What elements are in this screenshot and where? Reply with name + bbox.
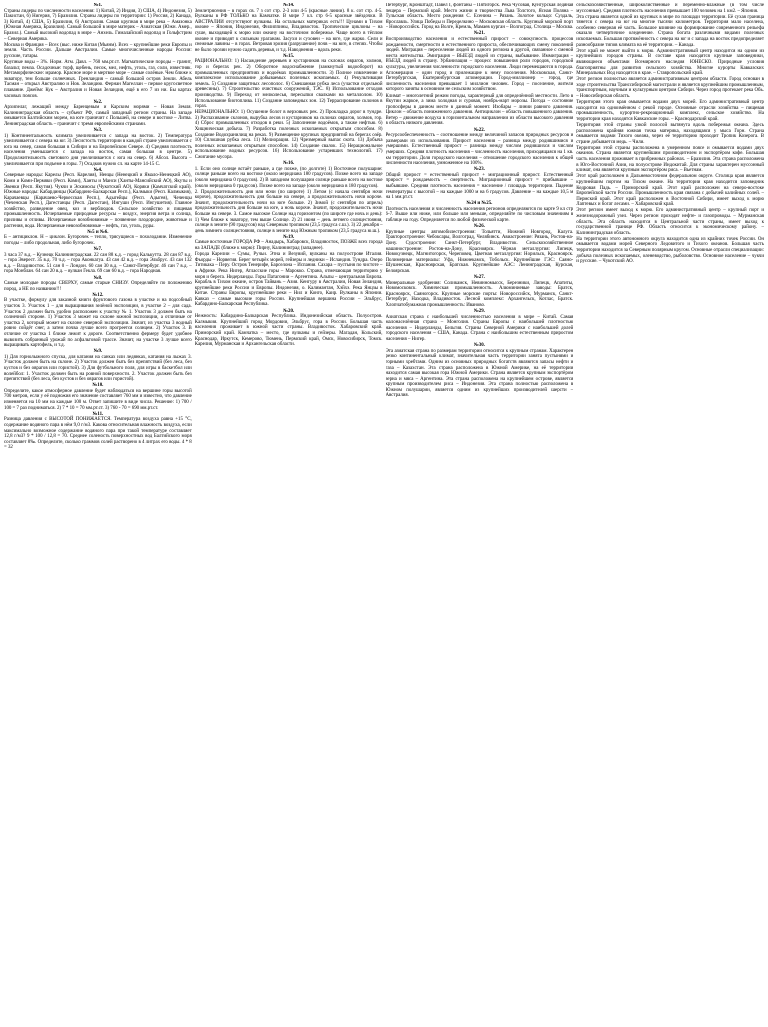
answer-block	[576, 237, 764, 265]
answer-block	[576, 15, 764, 49]
task-number: №15.	[283, 53, 295, 59]
answer-text: Б – антициклон. Н – циклон. Бугорочек – тепло, трясущиеся – похолодание. Изменение погоды – либо продольная, либо бугорочек.	[4, 235, 192, 246]
answer-text: 3 часа 37 в.д. – Кузнецк Калининградская. 22 сан 88 к.д. – город Калькутта. 28 сан 87 в.д. – гора Эверест. 35 в.д. 70 ч.д. – гора Аконкагуа. 43 сан 42 в.д. – гора Эльбрус. 43 сан 132 в.д. – Владивосток. 51 сан 0 – Лондон. 60 сан 30 в.д. – Санкт-Петербург. 46 сан 7 в.д. – гора Монблан. 64 сан 20 в.д. – вулкан Гекла. 69 сан 60 в.д. – гора Народная.	[4, 252, 192, 275]
answer-text: Разница давления с ВЫСОТОЙ ПОНИЖАЕТСЯ. Температура воздуха равна +15 °С, содержание водяного пара в нём 9,0 г/м3. Какова относительная влажность воздуха, если максимально возможное содержание водяного пара при такой температуре составляет 12,8 г/м3? 9 * 100 / 12,8 = 70. Среднее соленость поверхностных вод Балтийского моря составляет 8‰. Определите, сколько граммов солей растворено в 4 литрах его воды. 4 * 8 = 32	[4, 417, 192, 451]
answer-block	[576, 146, 764, 174]
answer-block	[386, 224, 574, 274]
task-number: №24 и №25.	[466, 201, 493, 207]
answer-text: Ресурсообеспеченность – соотношение между величиной запасов природных ресурсов и размерами их использования. Прирост населения – разница между родившимися и умершими. Естественный прирост – разница между числом родившихся и числом умерших. Средняя плотность населения – численность населения, приходящаяся на 1 кв. км территории. Доля городского населения – отношение городского населения к общей численности населения, умноженное на 100%.	[385, 133, 574, 167]
task-number: №27.	[473, 275, 485, 280]
answer-text: Плотность населения и численность населения регионов определяются по карте 9 кл стр 6-7. Выше или ниже, или больше или меньше, определяйте по числовым значениям в таблице на году. Определяется по любой физической карте.	[385, 206, 574, 224]
answer-block	[195, 161, 383, 189]
answer-text: На территории этого автономного округа находится одна из крайних точек России. Он омывается водами морей Северного Ледовитого и Тихого океанов. Большая часть территории находится за Северным полярным кругом. Основные отрасли специализации: добыча полезных ископаемых, оленеводство, рыболовство. Основное население – чукчи и русские. – Чукотский АО.	[576, 236, 764, 265]
task-number: №14.	[283, 3, 295, 8]
answer-text: 1. Если оно солнце встаёт раньше, а где позже, (по долготе) 1) Восточное полушарие: солнце раньше всего на востоке (около меридиана 180 градусов). Позже всего на западе (около меридиана 0 градусов). 2) В западном полушарии солнце раньше всего на востоке (около меридиана 0 градусов). Позже всего на западе (около меридиана в 180 градусов).	[194, 166, 383, 189]
answer-block	[4, 100, 192, 128]
answer-block	[386, 128, 574, 167]
answer-text: РАЦИОНАЛЬНО: 1) Насаждение деревьев и кустарников на склонах оврагов, холмов, гор и берегах рек. 2) Оборотное водоснабжение (замкнутый водооборот) на промышленных предприятиях и водоёмах промышленности. 3) Полное извлечение и комплексное использование добываемых полезных ископаемых. 4) Рекультивация земель. 5) Создание защитных лесополос. 6) Смешанная рубка леса (участки отдельной древесины). 7) Строительство очистных сооружений, ТЭС. 8) Использование отходов производства. 9) Переход от мелколесья, пересыпки свалками на металлолом. 10) Использование биотоплива. 11) Создание заповедных зон. 12) Террасирование склонов в горах.	[194, 59, 383, 110]
answer-text: Этот край не может выйти к морю. Административный центр находится на одном из крупнейших городов страны. В составе края находятся крупные заповедники, являющиеся объектами Всемирного наследия ЮНЕСКО. Природные условия благоприятны для развития сельского хозяйства. Многие курорты Кавказских Минеральных Вод находятся в крае. – Ставропольский край.	[576, 48, 764, 77]
answer-text: Москва и Франция – Всех (выс. ниже Китая (Мьянм). Всех – крупнейшие реки Европы и земли. Часть России. Дальше Австралии. Самые многочисленные народы России: русские, татары.	[4, 42, 192, 59]
answer-text: Крупные воды – 3%. Норм. Атм. Давл. – 760 мм.рт.ст. Магматические породы – гранит, базальт, пемза. Осадочные: торф, щебень, песок, мел, нефть, уголь, газ, соли, известняк. Метаморфические: мрамор. Красное море и мертвое море – самые солёные. Чем ближе к экватору, тем больше солнечных. Гренландия – самый большой остров Земли. Абель Тасман – открыл Австралию и Нов. Зеландию. Фернан Магеллан – первое кругосветное плавание. Джеймс Кук – Австралия и Новая Зеландия, ещё в его 7 из ни. Бы картах часовых поясов.	[4, 59, 192, 99]
task-number: №30.	[473, 343, 485, 349]
answer-text: Эта азиатская страна по размерам территории относится к крупным странам. Характерен резко континентальный климат, значительная часть территории занята пустынями и горными хребтами. Одним из основных природных богатств являются запасы нефти и газа – Казахстан. Эта страна расположена в Южной Америке, на её территории находится самая высокая гора Южной Америки. Страна является крупным экспортёром зерна и мяса – Аргентина. Эта страна расположена на крупнейшем острове, является крупным производителем риса – Индонезия. Эта страна полностью расположена в Южном полушарии, является одним из крупнейших производителей шерсти – Австралия.	[385, 348, 574, 399]
answer-text: Крупные центры автомобилестроения: Тольятти, Нижний Новгород, Калуга. Тракторостроение: Чебоксары, Волгоград, Челябинск. Авиастроение: Рязань, Ростов-на-Дону. Судостроение: Санкт-Петербург, Владивосток. Сельскохозяйственное машиностроение: Ростов-на-Дону, Красноярск. Чёрная металлургия: Липецк, Новокузнецк, Магнитогорск, Череповец. Цветная металлургия: Норильск, Красноярск. Полимерные материалы: Уфа, Нижнекамск, Тобольск. Крупнейшие ГЭС: Саяно-Шушенская, Красноярская, Братская. Крупнейшие АЭС: Ленинградская, Курская, Белоярская.	[385, 229, 574, 274]
task-number: №26.	[473, 224, 485, 230]
answer-text: Территория этой страны узкой полосой вытянута вдоль побережья океана. Здесь расположена крайняя южная точка материка, находящаяся у мыса Горн. Страна омывается водами Тихого океана, через её территорию проходит Тропик Козерога. В стране добывается медь. – Чили.	[576, 122, 764, 145]
answer-text: Самые молодые породы СВЕРХУ, самые старые СНИЗУ. Определяйте по положению пород, а НЕ по названию!!!	[4, 281, 192, 292]
answer-block	[4, 128, 192, 167]
answer-text: Азиатская страна с наибольшей численностью населения в мире – Китай. Самая малонаселённая страна – Монголия. Страны Европы с наибольшей плотностью населения – Нидерланды, Бельгия. Страны Северной Америки с наибольшей долей городского населения – США, Канада. Страна с наибольшим естественным приростом населения – Нигер.	[385, 314, 574, 343]
answer-block	[4, 276, 192, 293]
answer-text: Этот регион полностью является административным центром области. Город основан в ходе строительства Транссибирской магистрали и является крупнейшим промышленным, транспортным, научным и культурным центром Сибири. Через город протекает река Обь. – Новосибирская область.	[576, 77, 764, 99]
task-number: №7.	[93, 247, 103, 253]
answer-block	[4, 3, 192, 42]
answer-text: Общий прирост = естественный прирост + миграционный прирост. Естественный прирост = рождаемость – смертность. Миграционный прирост = прибывшие – выбывшие. Средняя плотность населения = население / площадь территории. Падение температуры с высотой – на каждые 1000 м на 6 градусов. Давление – на каждые 10,5 м на 1 мм.рт.ст.	[385, 172, 574, 201]
answer-text: Этот край расположен в Дальневосточном федеральном округе. Столица края является крупнейшим портом на Тихом океане. На территории края находится заповедник Кедровая Падь. – Приморский край. Этот край расположен на северо-востоке Европейской части России. Промышленность края связана с добычей калийных солей. – Пермский край. Этот край расположен в Восточной Сибири, имеет выход к морю Лаптевых и богат лесами. – Хабаровский край.	[576, 174, 764, 208]
task-number: №10.	[92, 383, 104, 389]
answer-block	[386, 94, 574, 128]
answer-text: Нежность: Кабардино-Балкарская Республика. Индонезийская область. Полуостров. Калмыкия. Крупнейший город Мордовии, Эльбрус, гора в России. Большая часть населения проживает в южной части страны. Владивосток. Хабаровский край. Приморский край. Камчатка – место, где вулканы и гейзеры. Магадан, Кольский, Краснодар, Иркутск, Кемерово, Тюмень, Пермский край, Омск, Новосибирск, Томск. Карелия, Мурманская и Архангельская области.	[194, 314, 383, 348]
answer-text: 1) Для горнолыжного спуска, для катания на санках или ледянках, катания на лыжах 3. Участок должен быть на склоне. 2) Участок должен быть без препятствий (без леса, без кустов и без оврагов или гористой). 3) Для футбольного поля, для игры в баскетбол или волейбол: 1. Участок должен быть на ровной поверхности. 2. Участок должен быть без препятствий (без леса, без кустов и без оврагов или гористой).	[4, 354, 192, 383]
task-number: №22.	[473, 127, 485, 133]
column-1	[4, 3, 192, 1021]
answer-text: Самые восточные ГОРОДА РФ – Анадырь, Хабаровск, Владивосток, ПОЗЖЕ всех города на ЗАПАДЕ (ближе к морю): Пирну, Калининград (западнее).	[194, 240, 383, 252]
answer-block	[195, 54, 383, 110]
answer-block	[386, 31, 574, 93]
answer-text: Эта страна является одной из крупных в мире по площади территории. Её сухая граница тянется с севера на юг на многие тысячи километров. Территория мало населена, особенно северная её часть. Большое влияние на формирование современного рельефа оказало четвертичное оледенение. Страна богата различными видами полезных ископаемых. Большая протяжённость с севера на юг и с запада на восток предопределяет разнообразие типов климата на её территории. – Канада.	[576, 14, 764, 48]
answer-text: 2. Продолжительность дня или ночи (по широте) 1) Летом (с начала сентября ночи короче), продолжительность дня больше на севере, а продолжительность ночи короче. Значит, продолжительность ночи на юге больше. 2) Зимой (с сентября по апрель) продолжительность дня больше на юге, а ночь короче. Значит, продолжительность ночи больше на севере. 3. Самое высокое Солнце над горизонтом (по широте где ночь и день): 1) Чем ближе к экватору, тем выше Солнце. 2) 21 июня – день летнего солнцестояния, солнце в зените (90 градусов) над Северным тропиком (23,5 градуса с.ш.). 3) 22 декабря – день зимнего солнцестояния, солнце в зените над Южным тропиком (23,5 градуса ю.ш.).	[194, 189, 383, 234]
answer-block	[4, 43, 192, 60]
answer-text: Петербург, Кронштадт, Павел I, фонтаны – Пятигорск. Река Чусовая, Кунгурская ледяная пещера – Пермский край. Место жизни и творчества Льва Толстого, Ясная Поляна – Тульская область. Место рождения С. Есенина – Рязань. Золотое кольцо: Суздаль, Ярославль. Улица Победы и Переделкино – Московская область. Крупный морской порт – Новороссийск. Город на Волге, Кремль, Мамаев курган – Волгоград. Столица – Москва.	[385, 3, 574, 31]
answer-text: Определите, какое атмосферное давление будет наблюдаться на вершине горы высотой 700 метров, если у её подножия его значение составляет 760 мм и известно, что давление изменяется на 10 мм на каждые 100 м. Ответ запишите в виде числа. Решение: 1) 700 / 100 = 7 раз подниматься. 2) 7 * 10 = 70 мм.рт.ст. 3) 760 - 70 = 690 мм.рт.ст.	[4, 388, 192, 411]
answer-text: Минеральные удобрения: Соликамск, Невинномысск, Березники, Липецк, Апатиты, Новомосковск. Химическая промышленность. Алюминиевые заводы: Братск, Красноярск, Саяногорск. Крупные морские порты: Новороссийск, Мурманск, Санкт-Петербург, Находка, Владивосток. Лесной комплекс: Архангельск, Котлас, Братск. Хлопчатобумажная промышленность: Иваново.	[385, 280, 574, 308]
answer-text: Города Карелии – Сумы, Ручьи. Этна и Везувий, вулканы на полуострове Италия. Фьорды – Норвегия. Берег четырёх морей, гейзеры и ледники – Исландия. Тундра. Озеро Титикака – Перу. Остров Тенерифе, Барселона – Испания. Сахара – пустыня по чистоте – в Африке. Река Нигер, Атласские горы – Марокко. Страна, отмечающая территорию у моря и берега. Нидерланды. Горы Патагонии – Аргентина. Альпы – центральная Европа. Корабль в Тихом океане, остров Тайвань – Азия. Кенгуру в Австралии, Новая Зеландия, крупнейшие реки России и Европы. Индонезия, о. Калимантан, Хэйхэ. Река Янцзы в Китае. Страны Европы, крупнейшие реки – Нил и Конго, Каир. Вулканы в Японии. Кавказ – самые высокие горы России. Крупнейшая вершина России – Эльбрус, Кабардино-Балкарская Республика.	[194, 252, 383, 308]
column-4	[576, 3, 764, 1021]
answer-block	[4, 230, 192, 247]
task-number: №2.	[93, 99, 103, 105]
answer-text: Северные народы: Карелы (Респ. Карелия), Ненцы (Ненецкий и Ямало-Ненецкий АО), Коми и Коми-Пермяки (Респ. Коми), Ханты и Манси (Ханты-Мансийский АО), Якуты и Эвенки (Респ. Якутия). Чукчи и Эскимосы (Чукотский АО), Коряки (Камчатский край). Южные народы: Кабардинцы (Кабардино-Балкарская Респ.), Калмыки (Респ. Калмыкия), Карачаевцы (Карачаево-Черкесская Респ.), Адыгейцы (Респ. Адыгея), Чеченцы (Чеченская Респ.), Дагестанцы (Респ. Дагестан), Ингуши (Респ. Ингушетия). Главное хозяйство, разведение овец, коз и верблюдов. Сельское хозяйство и пищевая промышленность. Исчерпаемые природные ресурсы – воздух, энергия ветра и солнца, приливы и отливы. Исчерпаемые возобновимые – почвенное плодородие, животные и растения, вода. Исчерпаемые невозобновимые – нефть, газ, уголь, руды.	[4, 173, 192, 229]
answer-block	[195, 110, 383, 160]
answer-block	[195, 309, 383, 348]
task-number: №20.	[283, 308, 295, 314]
answer-block	[195, 3, 383, 53]
task-number: №19.	[283, 234, 295, 240]
answer-text: Архипелаг, лежащий между Баренцевым и Карским морями – Новая Земля. Калининградская область – субъект РФ, самый западный регион страны. На западе омывается Балтийским морем, на юге граничит с Польшей, на севере и востоке – Литва. Ленинградская область – граничит с тремя европейскими странами.	[4, 105, 192, 127]
task-number: №9.	[93, 349, 103, 355]
answer-block	[386, 3, 574, 31]
task-number: №1.	[93, 3, 103, 8]
answer-block	[576, 49, 764, 77]
answer-block	[4, 168, 192, 230]
answer-block	[4, 293, 192, 349]
task-number: №3.	[93, 128, 103, 134]
column-3	[386, 3, 574, 1021]
answer-text: Климат – многолетний режим погоды, характерный для определённой местности. Лето в Якутии жаркое, а зима холодная и суровая, ноябрь-март морозы. Погода – состояние тропосферы в данном месте в данный момент. Изобары – линии равного давления. Циклон – область пониженного давления. Антициклон – область повышенного давления. Ветер – движение воздуха в горизонтальном направлении из области высокого давления в область низкого давления.	[385, 93, 574, 127]
answer-block	[576, 3, 764, 14]
answer-text: 1) Континентальность климата увеличивается с запада на восток. 2) Температура увеличивается с севера на юг. 3) Лесистость территории в каждой стране увеличивается с юга на север, самая большая в Сибири и на Европейском Севере. 4) Средняя плотность населения уменьшается с запада на восток, самая большая в центре. 5) Продолжительность светового дня увеличивается с юга на север. 6) Абсол. Высота – увеличивается при подъеме в горы. 7) Осадков нужно сл. на карте 14-15 С.	[4, 133, 192, 167]
answer-block	[386, 309, 574, 343]
answer-block	[576, 208, 764, 236]
task-number: №23.	[473, 167, 485, 173]
answer-text: Территория этого края омывается водами двух морей. Его административный центр находится на одноимённом с рекой городе. Основные отрасли хозяйства – пищевая промышленность, курортно-рекреационный комплекс, сельское хозяйство. На территории края находятся Кавказские горы. – Краснодарский край.	[576, 100, 764, 122]
answer-block	[386, 167, 574, 201]
answer-block	[195, 190, 383, 235]
answer-text: Страны лидеры по численности населения: 1) Китай, 2) Индия, 3) США, 4) Индонезия, 5) Пакистан, 6) Нигерия, 7) Бразилия. Страны лидеры по территории: 1) Россия, 2) Канада, 3) Китай, 4) США, 5) Бразилия, 6) Австралия. Самая крупная в мире река – Амазонка (Южная Америка, Бразилия). Самый большой в мире материк – Азиатская (Южн. Амер., Бразил.). Самый высокий водопад в мире – Анхель. Гималайский водопад и Гольфстрим – Северная Америка.	[4, 8, 192, 42]
answer-text: В участке, формулу для заказной книги фруктового газона в участке и на подсобный участок 3. Участок 1 – для выращивания зелёной экспозиции, в участке 2 – для сада. Участок 2 должен быть удобно расположен к участку № 1. Участок 3 должен быть на солнечной стороне. 1) Участок 3 может на склоне южной экспозиции, а отличные от участка 2, который может на склоне северной экспозиции. Значит, из участка 3 водный ровно сойдёт снег, а затем почва лучше всего прогреется солнцем. 2) Участок 3. В отличие от участка 1 ближе лежит к дороге. Соответственно фермеру будет удобнее вывозить собранный урожай по асфальтовой трассе. Значит, на участке 3 лучше всего выращивать картофель, и т.д.	[4, 298, 192, 349]
document-page	[4, 3, 764, 1021]
answer-block	[576, 77, 764, 99]
answer-text: Этот регион имеет выход к морю. Его административный центр – крупный порт и железнодорожный узел. Через регион проходят нефте- и газопроводы. – Мурманская область. Эта область находится в Центральной части страны, имеет выход к государственной границе РФ. Область относится к экономическому району. – Калининградская область.	[576, 208, 764, 236]
answer-block	[576, 100, 764, 122]
task-number: №8.	[93, 275, 103, 281]
task-number: №5 и №6.	[87, 229, 109, 235]
task-number: №16.	[283, 161, 295, 167]
task-number: №21.	[473, 31, 485, 37]
answer-block	[386, 275, 574, 309]
answer-block	[4, 60, 192, 99]
answer-block	[4, 412, 192, 451]
task-number: №11.	[92, 411, 104, 417]
answer-block	[386, 201, 574, 223]
task-number: №4.	[93, 167, 103, 173]
task-number: №12.	[92, 292, 104, 298]
answer-block	[386, 343, 574, 399]
answer-text: Территория этой страны расположена в умеренном поясе и омывается водами двух океанов. Страна является крупнейшим производителем и экспортёром кофе. Большая часть населения проживает в прибрежных районах. – Бразилия. Эта страна расположена в Юго-Восточной Азии, на полуострове Индокитай. Для страны характерен муссонный климат, она является крупным экспортёром риса. – Вьетнам.	[576, 145, 764, 174]
answer-block	[195, 252, 383, 308]
answer-block	[576, 123, 764, 145]
answer-block	[4, 247, 192, 275]
column-2	[195, 3, 383, 1021]
answer-text: сельскохозяйственные, широколиственные и переменно-влажные (в том числе муссонные). Средняя плотность населения превышает 100 человек на 1 км2. – Япония.	[576, 3, 764, 14]
answer-block	[4, 383, 192, 411]
answer-text: Воспроизводство населения и естественный прирост – совокупность процессов рождаемости, смертности и естественного прироста, обеспечивающих смену поколений людей. Миграция – переселение людей из одного региона в другой, связанное с сменой места жительства. Эмиграция – ВЫЕЗД людей из страны, выбывание. Иммиграция – ВЪЕЗД людей в страну. Урбанизация – процесс повышения роли городов, городской культуры, увеличения численности городского населения. Люди перемещаются в города. Агломерация – один город и прилежащие к нему поселения. Московская, Санкт-Петербургская, Екатеринбургская агломерации. Город-миллионер – город, где численность населения превышает 1 миллион человек. Город – поселение, жители которого заняты в основном не сельским хозяйством.	[385, 37, 574, 93]
answer-text: НЕРАЦИОНАЛЬНО: 1) Осушение болот в верховьях рек. 2) Прокладка дорог в тундре. 3) Распахивание склонов, вырубка лесов и кустарников на склонах оврагов, холмов, гор. 4) Сброс промышленных отходов в реки. 5) Заполнение водоёмов, а также нефтью. 6) Хищническая добыча. 7) Разработка полезных ископаемых открытым способом. 8) Создание Водохранилищ на реках. 9) Размещение крупных предприятий на берегах озёр. 10) Сплошная рубка леса. 11) Мелиорация. 12) Чрезмерный выпас скота. 13) Добыча полезных ископаемых открытым способом. 14) Создание свалок. 15) Нерациональное использование водных ресурсов. 16) Использование устаревших технологий. 17) Сжигание мусора.	[194, 110, 383, 161]
task-number: №29.	[473, 309, 485, 315]
answer-block	[576, 174, 764, 208]
answer-block	[4, 349, 192, 383]
answer-block	[195, 235, 383, 252]
answer-text: Землетрясения – в горах св. 7 з сот стр. 2-3 или 4-5 (красные линии). 8 к. сот стр. 4-5. Вулканы в РФ ТОЛЬКО на Камчатке. В мире 7 кл. стр 6-5 красные звёздочки. В АВСТРАЛИИ отсутствуют вулканы. На остальных материках есть!!! Цунами в Тихом океане – Япония, Индонезия, Филиппины, Владивосток. Тропические циклоны – на суше, выходящей к морю или океану на восточном побережье. Чаще всего в тёплом океане и приводят к сильным ураганам. Засухи и суховеи – на юге, где жарко. Сели и снежные лавины – в горах. Ветровая эрозия (разрушение) почв – на юге, в степях. Чтобы не было эрозии нужно садить деревья, и т.д. Наводнения – вдоль реки.	[194, 8, 383, 53]
